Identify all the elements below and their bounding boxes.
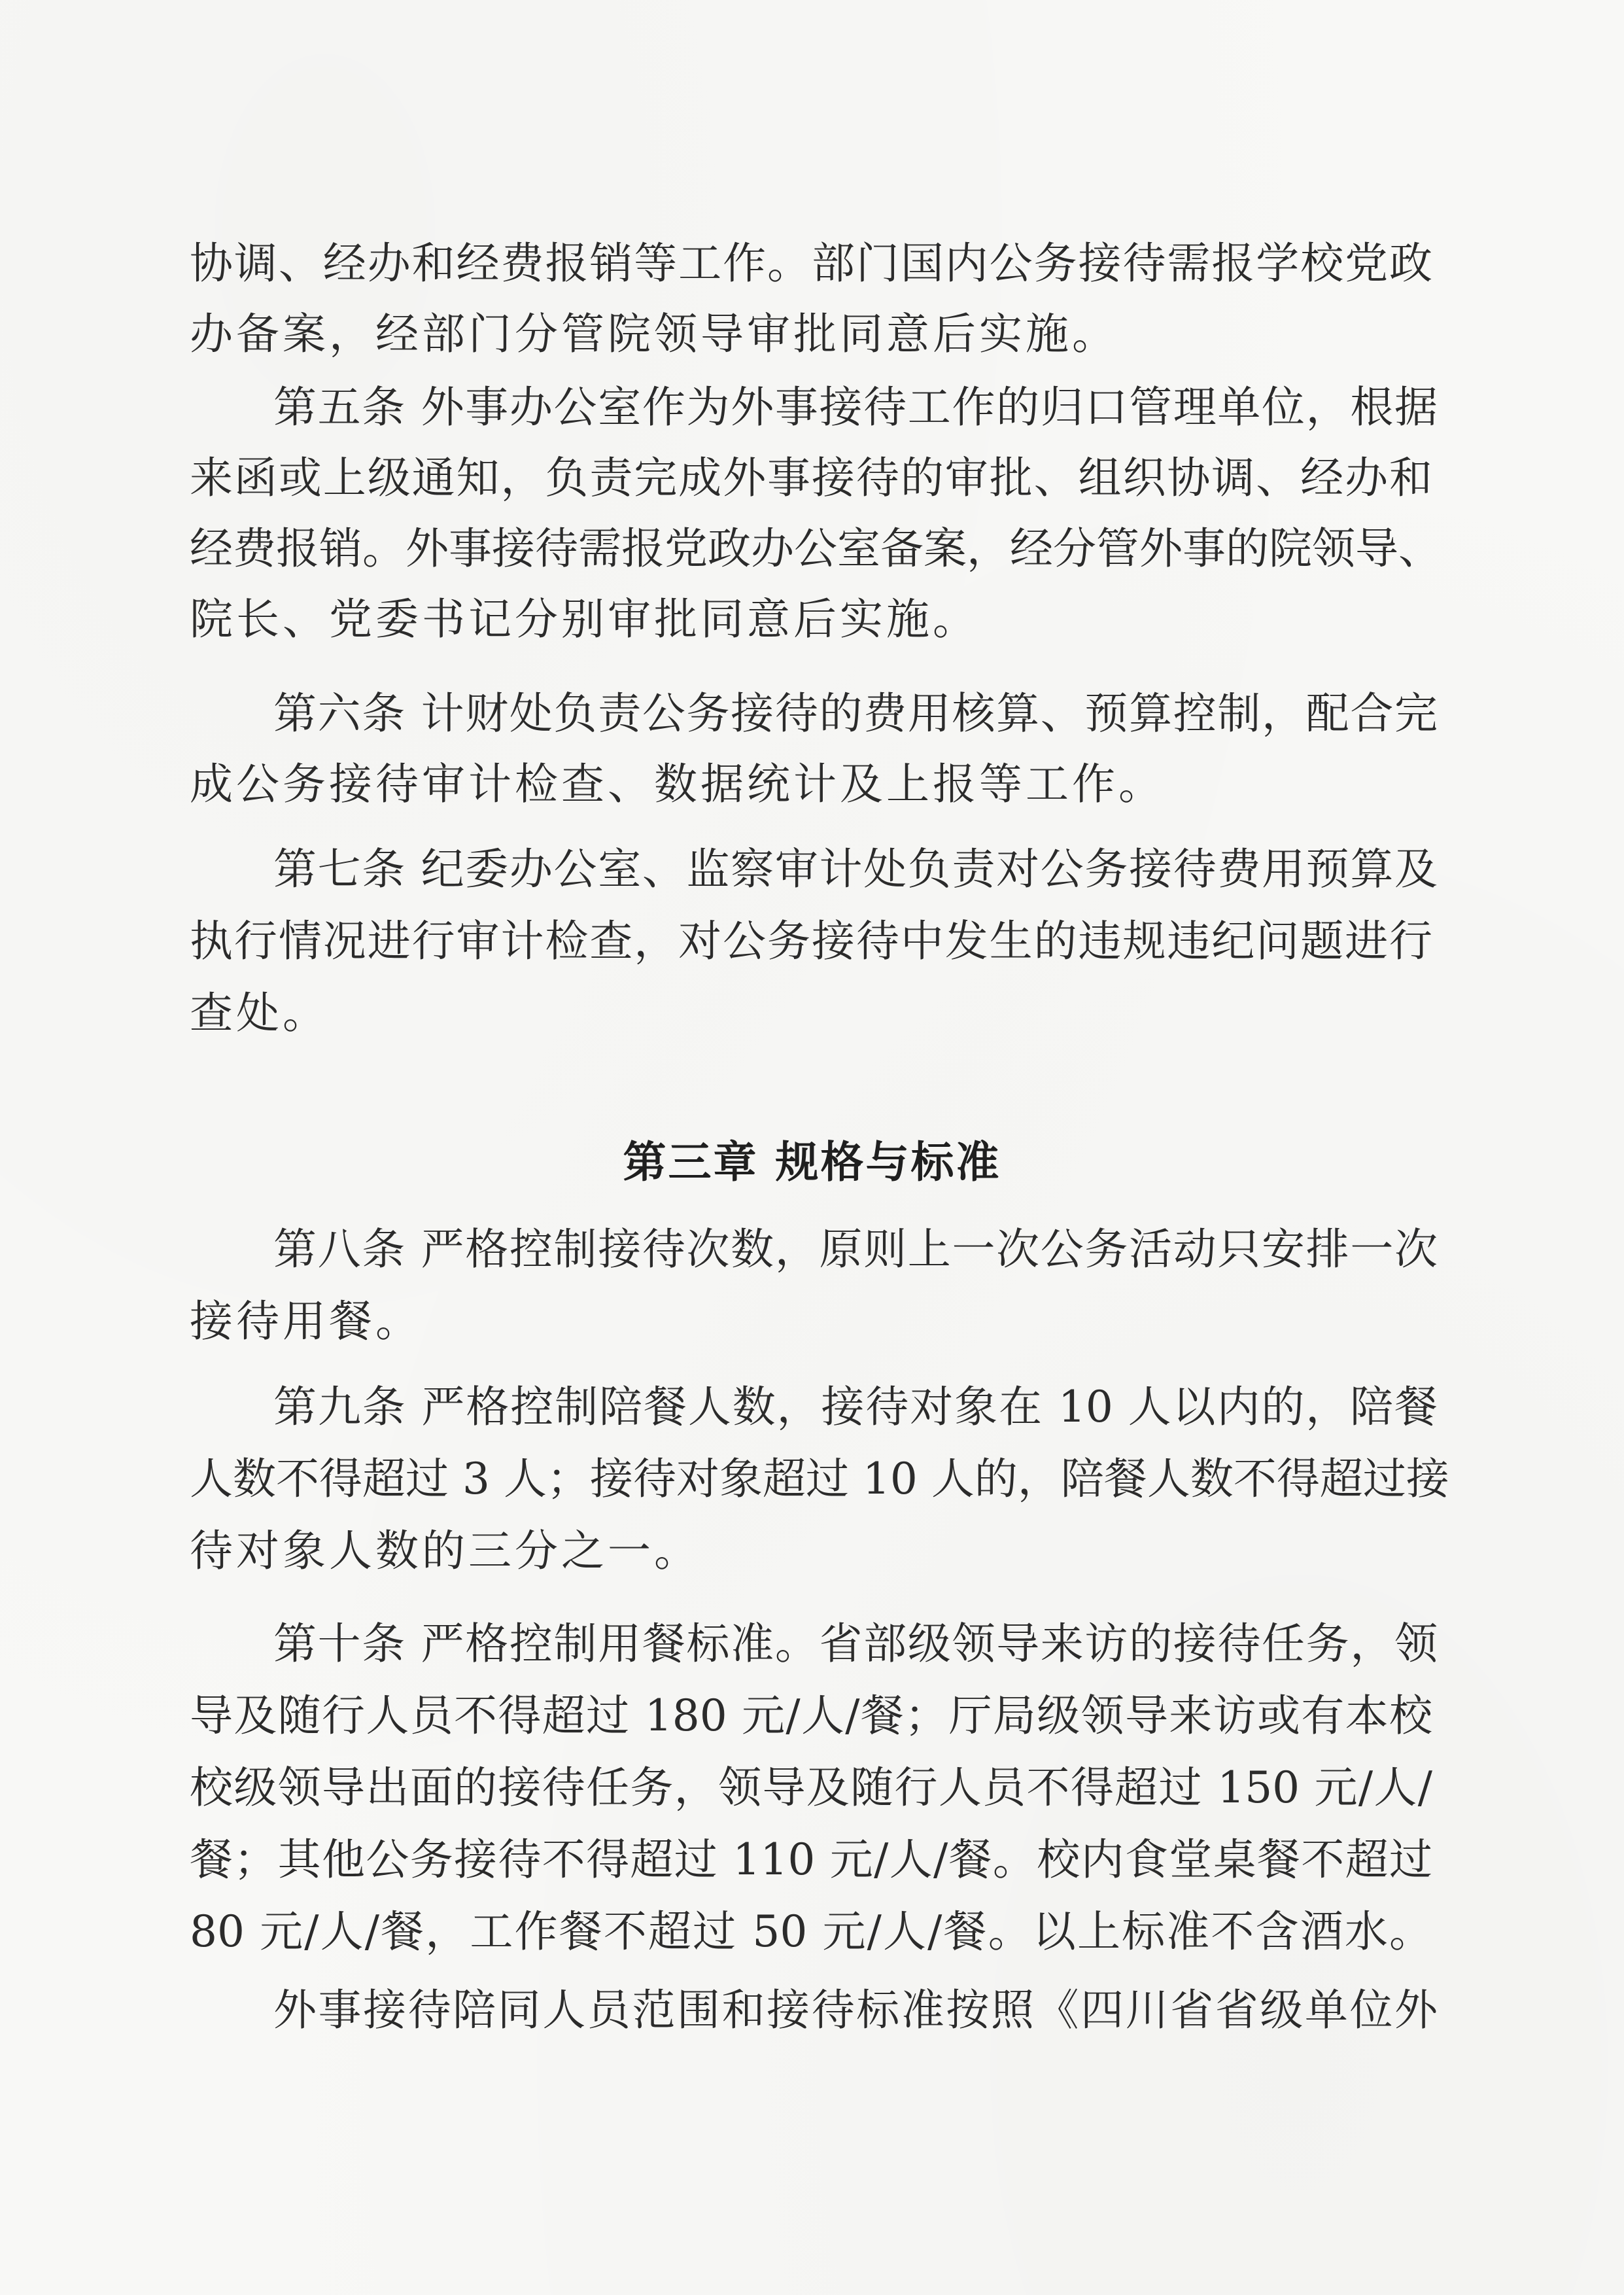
text-line: 接待用餐。 (190, 1296, 422, 1346)
article-9-line: 第九条 严格控制陪餐人数，接待对象在 10 人以内的，陪餐 (273, 1382, 1438, 1432)
text-line: 协调、经办和经费报销等工作。部门国内公务接待需报学校党政 (190, 238, 1432, 289)
chapter-title: 第三章 规格与标准 (623, 1137, 1001, 1187)
text-line: 经费报销。外事接待需报党政办公室备案，经分管外事的院领导、 (190, 523, 1442, 574)
text-line: 人数不得超过 3 人；接待对象超过 10 人的，陪餐人数不得超过接 (190, 1454, 1449, 1504)
text-line: 校级领导出面的接待任务，领导及随行人员不得超过 150 元/人/ (190, 1762, 1432, 1813)
text-line: 执行情况进行审计检查，对公务接待中发生的违规违纪问题进行 (190, 916, 1432, 966)
text-line: 查处。 (190, 988, 329, 1038)
text-line: 院长、党委书记分别审批同意后实施。 (190, 594, 979, 644)
text-line: 外事接待陪同人员范围和接待标准按照《四川省省级单位外 (273, 1985, 1438, 2035)
text-line: 办备案，经部门分管院领导审批同意后实施。 (190, 309, 1118, 359)
article-8-line: 第八条 严格控制接待次数，原则上一次公务活动只安排一次 (273, 1224, 1438, 1274)
text-line: 成公务接待审计检查、数据统计及上报等工作。 (190, 759, 1165, 809)
text-line: 待对象人数的三分之一。 (190, 1526, 700, 1576)
article-7-line: 第七条 纪委办公室、监察审计处负责对公务接待费用预算及 (273, 844, 1438, 894)
text-line: 餐；其他公务接待不得超过 110 元/人/餐。校内食堂桌餐不超过 (190, 1834, 1432, 1885)
text-line: 导及随行人员不得超过 180 元/人/餐；厅局级领导来访或有本校 (190, 1691, 1432, 1741)
article-10-line: 第十条 严格控制用餐标准。省部级领导来访的接待任务，领 (273, 1619, 1438, 1669)
text-line: 80 元/人/餐，工作餐不超过 50 元/人/餐。以上标准不含酒水。 (190, 1906, 1432, 1957)
article-5-line: 第五条 外事办公室作为外事接待工作的归口管理单位，根据 (273, 382, 1438, 432)
article-6-line: 第六条 计财处负责公务接待的费用核算、预算控制，配合完 (273, 688, 1438, 739)
text-line: 来函或上级通知，负责完成外事接待的审批、组织协调、经办和 (190, 453, 1432, 503)
